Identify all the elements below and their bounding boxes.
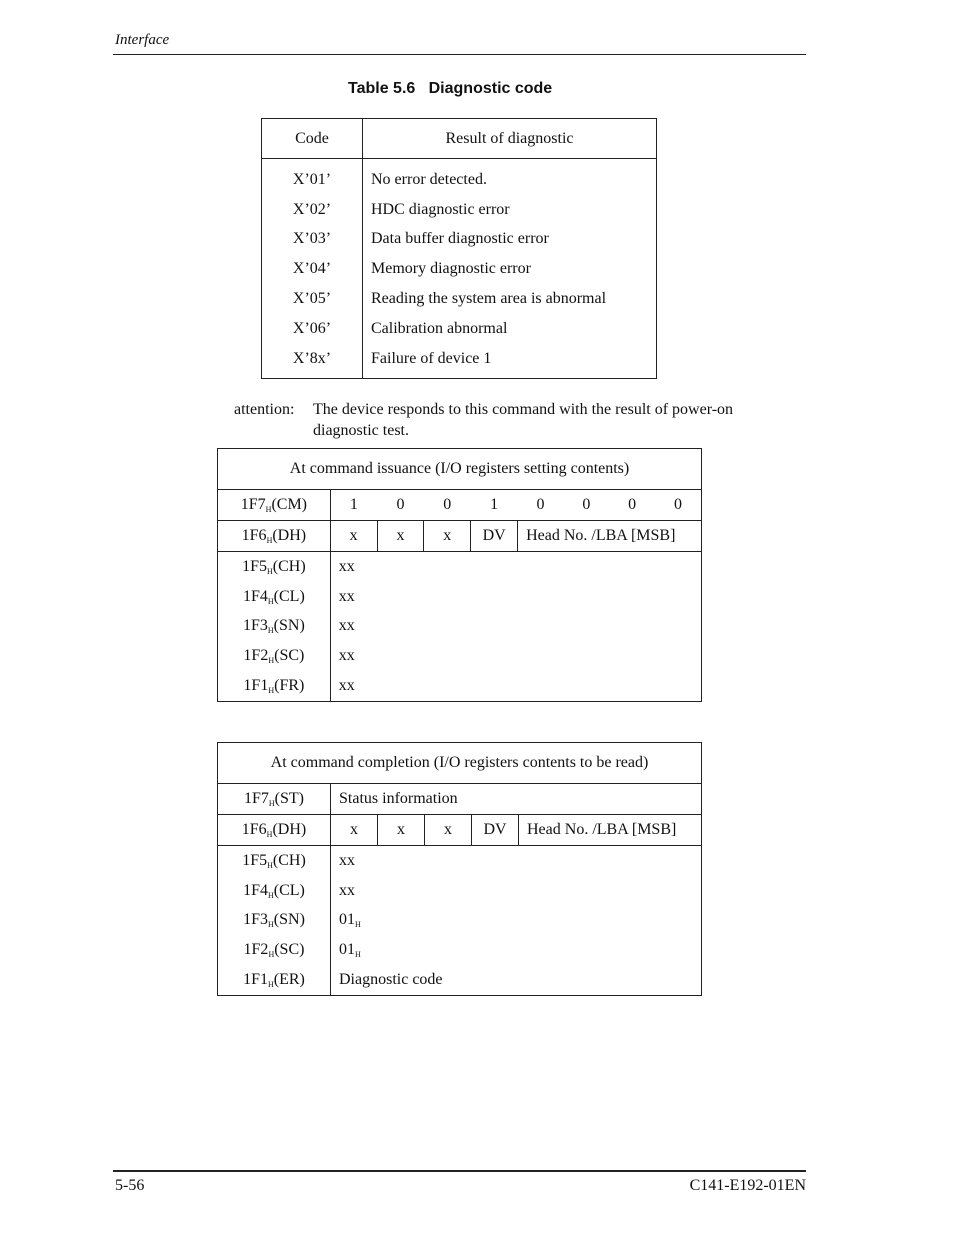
register-name: $1F4_H(CL)$ bbox=[218, 876, 331, 906]
register-row bbox=[218, 906, 702, 936]
register-value: $01_H$ bbox=[331, 906, 702, 936]
table-row bbox=[262, 225, 657, 255]
bit-cell: 0 bbox=[563, 490, 609, 521]
register-value: xx bbox=[330, 641, 701, 671]
bit-cell: 0 bbox=[609, 490, 655, 521]
register-row-dh bbox=[218, 521, 702, 552]
bit-cell: 0 bbox=[377, 490, 424, 521]
register-row bbox=[218, 641, 702, 671]
header-rule bbox=[113, 54, 806, 55]
result-cell: Data buffer diagnostic error bbox=[371, 230, 549, 248]
status-information-cell: Status information bbox=[331, 784, 702, 815]
register-row bbox=[218, 876, 702, 906]
register-row bbox=[218, 846, 702, 876]
code-cell: X’05’ bbox=[262, 284, 363, 314]
bit-cell: DV bbox=[472, 815, 519, 846]
bit-cell: x bbox=[377, 521, 424, 552]
register-name: $1F3_H(SN)$ bbox=[218, 612, 331, 642]
table-row bbox=[262, 254, 657, 284]
completion-register-table bbox=[217, 742, 702, 996]
register-name: $1F5_H(CH)$ bbox=[218, 846, 331, 876]
code-cell: X’02’ bbox=[262, 195, 363, 225]
running-header: Interface bbox=[115, 32, 170, 48]
table-row bbox=[262, 159, 657, 195]
result-cell: Memory diagnostic error bbox=[371, 260, 531, 278]
issuance-register-table bbox=[217, 448, 702, 702]
bit-cell: DV bbox=[471, 521, 518, 552]
register-value: xx bbox=[331, 846, 702, 876]
register-name: $1F2_H(SC)$ bbox=[218, 641, 331, 671]
register-row bbox=[218, 612, 702, 642]
head-lba-cell: Head No. /LBA [MSB] bbox=[518, 521, 702, 552]
table-row bbox=[262, 314, 657, 344]
result-cell: HDC diagnostic error bbox=[371, 200, 510, 218]
bit-cell: 1 bbox=[471, 490, 518, 521]
table-row bbox=[262, 284, 657, 314]
head-lba-cell: Head No. /LBA [MSB] bbox=[519, 815, 702, 846]
register-row bbox=[218, 935, 702, 965]
column-header-code: Code bbox=[262, 119, 363, 159]
attention-text: The device responds to this command with the result of power-on diagnostic test. bbox=[313, 401, 734, 439]
register-name: $1F2_H(SC)$ bbox=[218, 935, 331, 965]
bit-cell: 0 bbox=[518, 490, 564, 521]
code-cell: X’03’ bbox=[262, 225, 363, 255]
register-value: xx bbox=[331, 876, 702, 906]
register-row bbox=[218, 965, 702, 995]
register-row bbox=[218, 671, 702, 701]
page-number: 5-56 bbox=[115, 1177, 145, 1194]
register-value: $01_H$ bbox=[331, 935, 702, 965]
register-value: xx bbox=[330, 671, 701, 701]
result-cell: No error detected. bbox=[371, 170, 487, 188]
bit-cell: x bbox=[424, 521, 471, 552]
bit-cell: x bbox=[330, 521, 377, 552]
register-row-st bbox=[218, 784, 702, 815]
register-name: $1F5_H(CH)$ bbox=[218, 552, 331, 582]
register-name: $1F1_H(ER)$ bbox=[218, 965, 331, 995]
register-row-dh bbox=[218, 815, 702, 846]
register-name: $1F1_H(FR)$ bbox=[218, 671, 331, 701]
code-cell: X’8x’ bbox=[262, 344, 363, 378]
issuance-table-title: At command issuance (I/O registers setting contents) bbox=[218, 449, 702, 490]
diagnostic-code-table bbox=[261, 118, 657, 379]
register-value: xx bbox=[330, 582, 701, 612]
completion-table-title: At command completion (I/O registers contents to be read) bbox=[218, 743, 702, 784]
bit-cell: x bbox=[331, 815, 378, 846]
bit-cell: 1 bbox=[330, 490, 377, 521]
register-row bbox=[218, 552, 702, 582]
register-value: xx bbox=[330, 552, 701, 582]
result-cell: Failure of device 1 bbox=[371, 349, 492, 367]
column-header-result: Result of diagnostic bbox=[363, 119, 657, 159]
attention-label: attention: bbox=[234, 401, 295, 418]
bit-cell: x bbox=[378, 815, 425, 846]
code-cell: X’04’ bbox=[262, 254, 363, 284]
bit-cell: 0 bbox=[655, 490, 701, 521]
document-id: C141-E192-01EN bbox=[689, 1177, 806, 1194]
register-value: Diagnostic code bbox=[331, 965, 702, 995]
register-row bbox=[218, 582, 702, 612]
table-caption: Table 5.6 Diagnostic code bbox=[348, 80, 553, 97]
register-name: $1F3_H(SN)$ bbox=[218, 906, 331, 936]
register-name: $1F6_H(DH)$ bbox=[218, 815, 331, 846]
bit-cell: 0 bbox=[424, 490, 471, 521]
bit-cell: x bbox=[425, 815, 472, 846]
table-row bbox=[262, 195, 657, 225]
register-name: $1F6_H(DH)$ bbox=[218, 521, 331, 552]
table-row bbox=[262, 344, 657, 378]
result-cell: Reading the system area is abnormal bbox=[371, 290, 607, 308]
register-row-cm bbox=[218, 490, 702, 521]
register-name: $1F7_H(CM)$ bbox=[218, 490, 331, 521]
result-cell: Calibration abnormal bbox=[371, 319, 508, 337]
register-name: $1F7_H(ST)$ bbox=[218, 784, 331, 815]
code-cell: X’01’ bbox=[262, 159, 363, 195]
register-value: xx bbox=[330, 612, 701, 642]
register-name: $1F4_H(CL)$ bbox=[218, 582, 331, 612]
footer-rule bbox=[113, 1170, 806, 1172]
code-cell: X’06’ bbox=[262, 314, 363, 344]
